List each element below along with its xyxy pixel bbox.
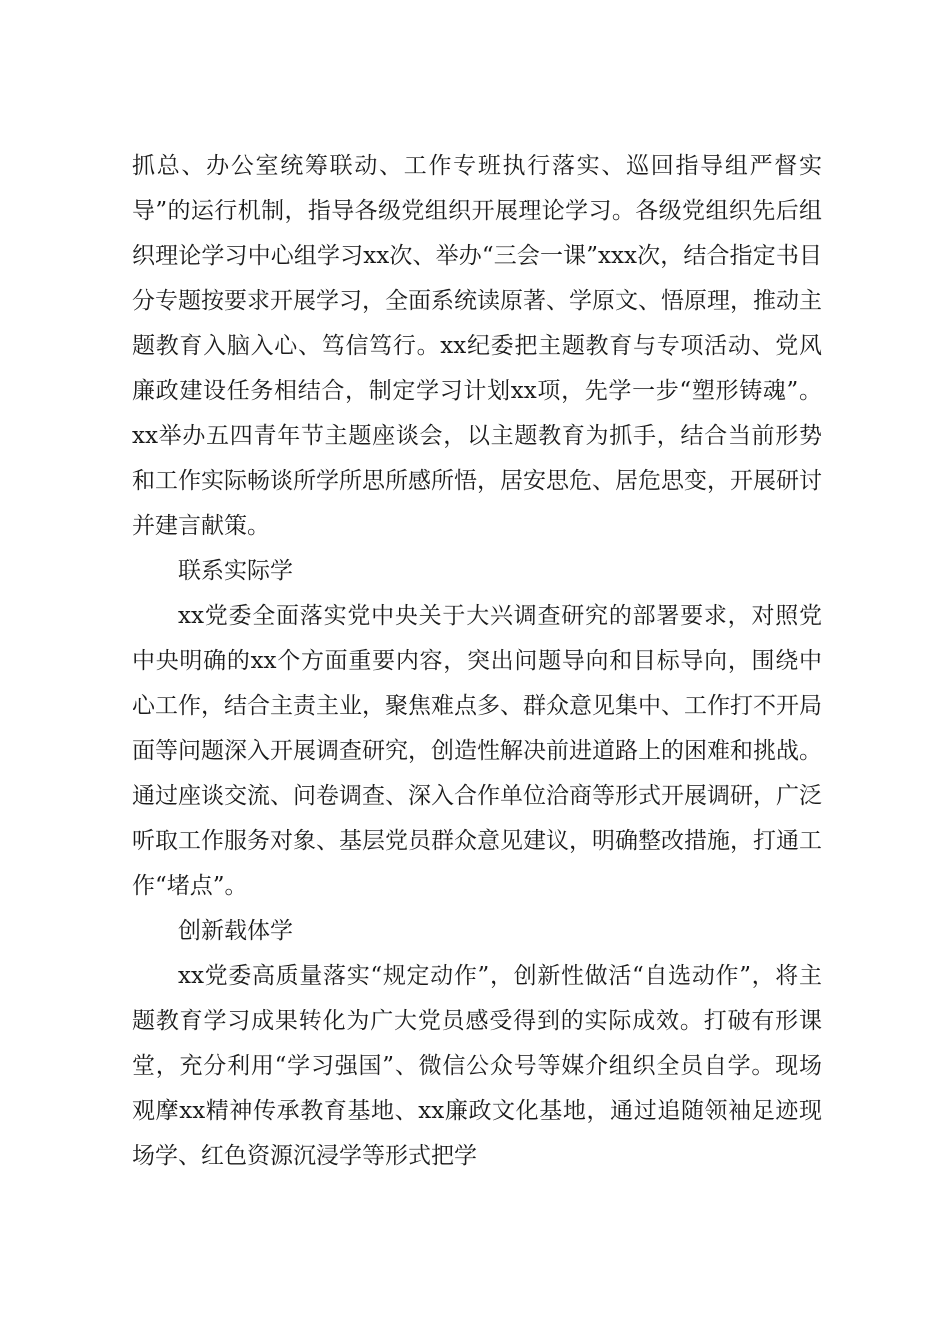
section-heading-practice: 联系实际学 (178, 558, 293, 584)
section-heading-innovation: 创新载体学 (178, 918, 293, 944)
document-body (132, 144, 822, 1179)
paragraph-practice: xx党委全面落实党中央关于大兴调查研究的部署要求，对照党中央明确的xx个方面重要内容，突出问题导向和目标导向，围绕中心工作，结合主责主业，聚焦难点多、群众意见集中、工作打不开局面等问题深入开展调查研究，创造性解决前进道路上的困难和挑战。通过座谈交流、问卷调查、深入合作单位洽商等形式开展调研，广泛听取工作服务对象、基层党员群众意见建议，明确整改措施，打通工作“堵点”。 (132, 603, 822, 899)
paragraph-innovation: xx党委高质量落实“规定动作”，创新性做活“自选动作”，将主题教育学习成果转化为广大党员感受得到的实际成效。打破有形课堂，充分利用“学习强国”、微信公众号等媒介组织全员自学。现场观摩xx精神传承教育基地、xx廉政文化基地，通过追随领袖足迹现场学、红色资源沉浸学等形式把学 (132, 963, 822, 1169)
paragraph-continued: 抓总、办公室统筹联动、工作专班执行落实、巡回指导组严督实导”的运行机制，指导各级党组织开展理论学习。各级党组织先后组织理论学习中心组学习xx次、举办“三会一课”xxx次，结合指定书目分专题按要求开展学习，全面系统读原著、学原文、悟原理，推动主题教育入脑入心、笃信笃行。xx纪委把主题教育与专项活动、党风廉政建设任务相结合，制定学习计划xx项，先学一步“塑形铸魂”。xx举办五四青年节主题座谈会，以主题教育为抓手，结合当前形势和工作实际畅谈所学所思所感所悟，居安思危、居危思变，开展研讨并建言献策。 (132, 153, 822, 539)
